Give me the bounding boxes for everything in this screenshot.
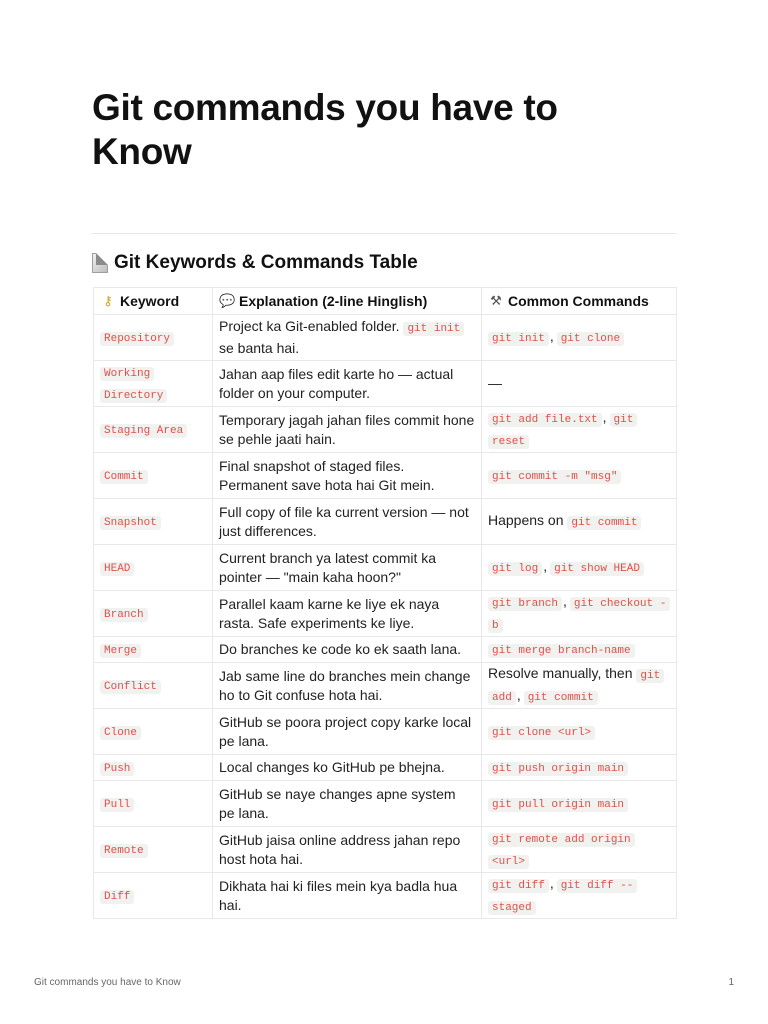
header-explanation-label: Explanation (2-line Hinglish): [239, 292, 428, 309]
commands-cell: [482, 873, 677, 919]
inline-code: git branch: [488, 597, 562, 611]
explanation-cell: [213, 591, 482, 637]
keyword-tag: Push: [100, 762, 134, 776]
explanation-cell: [213, 637, 482, 663]
commands-cell: [482, 709, 677, 755]
keyword-cell: [94, 407, 213, 453]
section-heading: [92, 250, 418, 276]
footer-page-number: 1: [728, 977, 734, 988]
header-commands: [482, 288, 677, 315]
commands-table: [93, 287, 677, 919]
inline-code: git diff: [488, 879, 549, 893]
keyword-cell: [94, 499, 213, 545]
keyword-tag: Repository: [100, 332, 174, 346]
table-row: [94, 545, 677, 591]
commands-cell: [482, 637, 677, 663]
inline-code: git reset: [488, 413, 637, 449]
table-row: [94, 453, 677, 499]
speech-bubble-icon: 💬: [219, 293, 236, 309]
keyword-cell: [94, 827, 213, 873]
inline-code: git diff --staged: [488, 879, 637, 915]
commands-cell: [482, 755, 677, 781]
commands-cell: [482, 407, 677, 453]
commands-text: ,: [549, 874, 554, 891]
inline-code: git init: [403, 322, 464, 336]
commands-text: ,: [543, 557, 548, 574]
commands-text: ,: [563, 592, 567, 609]
keyword-tag: HEAD: [100, 562, 134, 576]
keyword-cell: [94, 637, 213, 663]
explanation-cell: [213, 361, 482, 407]
table-row: [94, 873, 677, 919]
inline-code: git log: [488, 562, 542, 576]
keyword-cell: [94, 545, 213, 591]
explanation-cell: [213, 453, 482, 499]
header-keyword: [94, 288, 213, 315]
header-commands-label: Common Commands: [508, 292, 649, 309]
explanation-text: Dikhata hai ki files mein kya badla hua hai.: [219, 877, 458, 913]
keyword-cell: [94, 709, 213, 755]
key-icon: ⚷: [103, 293, 113, 309]
explanation-cell: [213, 781, 482, 827]
keyword-cell: [94, 663, 213, 709]
footer-document-title: Git commands you have to Know: [34, 977, 181, 988]
explanation-text: Local changes ko GitHub pe bhejna.: [219, 759, 445, 775]
keyword-cell: [94, 453, 213, 499]
inline-code: git clone <url>: [488, 726, 595, 740]
commands-cell: [482, 315, 677, 361]
keyword-tag: Remote: [100, 844, 148, 858]
inline-code: git merge branch-name: [488, 644, 635, 658]
commands-text: Resolve manually, then: [488, 664, 637, 681]
keyword-cell: [94, 591, 213, 637]
keyword-tag: Snapshot: [100, 516, 161, 530]
explanation-cell: [213, 755, 482, 781]
explanation-cell: [213, 545, 482, 591]
commands-cell: [482, 781, 677, 827]
commands-text: ,: [602, 408, 607, 425]
divider: [92, 233, 676, 234]
inline-code: git show HEAD: [550, 562, 644, 576]
commands-cell: [482, 361, 677, 407]
header-explanation: [213, 288, 482, 315]
table-row: [94, 827, 677, 873]
explanation-cell: [213, 709, 482, 755]
table-header-row: [94, 288, 677, 315]
table-row: [94, 755, 677, 781]
keyword-tag: Conflict: [100, 680, 161, 694]
commands-cell: [482, 453, 677, 499]
explanation-text: Project ka Git-enabled folder.: [219, 318, 404, 334]
table-row: [94, 407, 677, 453]
explanation-text: GitHub se naye changes apne system pe lana.: [219, 785, 456, 821]
inline-code: git add file.txt: [488, 413, 602, 427]
inline-code: git add: [488, 669, 664, 705]
explanation-cell: [213, 873, 482, 919]
keyword-cell: [94, 315, 213, 361]
page-title: Git commands you have to Know: [92, 87, 558, 172]
explanation-text: Parallel kaam karne ke liye ek naya rasta. Safe experiments ke liye.: [219, 595, 440, 631]
commands-cell: [482, 827, 677, 873]
explanation-text: se banta hai.: [219, 340, 300, 356]
explanation-text: GitHub jaisa online address jahan repo host hota hai.: [219, 831, 461, 867]
explanation-cell: [213, 499, 482, 545]
explanation-text: GitHub se poora project copy karke local pe lana.: [219, 713, 472, 749]
keyword-tag: Diff: [100, 890, 134, 904]
commands-cell: [482, 545, 677, 591]
keyword-tag: Clone: [100, 726, 141, 740]
explanation-cell: [213, 315, 482, 361]
inline-code: git checkout -b: [488, 597, 670, 633]
keyword-tag: Branch: [100, 608, 148, 622]
inline-code: git commit: [524, 691, 598, 705]
section-heading-text: Git Keywords & Commands Table: [114, 252, 418, 273]
table-row: [94, 591, 677, 637]
inline-code: git clone: [557, 332, 624, 346]
inline-code: git init: [488, 332, 549, 346]
keyword-cell: [94, 781, 213, 827]
keyword-tag: Merge: [100, 644, 141, 658]
commands-text: ,: [516, 686, 521, 703]
keyword-cell: [94, 361, 213, 407]
explanation-text: Jahan aap files edit karte ho — actual folder on your computer.: [219, 365, 454, 401]
inline-code: git push origin main: [488, 762, 628, 776]
keyword-tag: Commit: [100, 470, 148, 484]
inline-code: git commit -m "msg": [488, 470, 621, 484]
keyword-cell: [94, 755, 213, 781]
hammer-wrench-icon: ⚒: [490, 293, 502, 309]
keyword-tag: Pull: [100, 798, 134, 812]
keyword-tag: Staging Area: [100, 424, 187, 438]
table-row: [94, 663, 677, 709]
commands-text: —: [488, 375, 502, 391]
explanation-cell: [213, 663, 482, 709]
commands-cell: [482, 591, 677, 637]
table-row: [94, 637, 677, 663]
explanation-text: Full copy of file ka current version — not just differences.: [219, 503, 469, 539]
explanation-text: Temporary jagah jahan files commit hone se pehle jaati hain.: [219, 411, 475, 447]
keyword-tag: Working Directory: [100, 367, 167, 403]
explanation-text: Final snapshot of staged files. Permanent save hota hai Git mein.: [219, 457, 435, 493]
table-row: [94, 315, 677, 361]
inline-code: git pull origin main: [488, 798, 628, 812]
explanation-text: Current branch ya latest commit ka pointer — "main kaha hoon?": [219, 549, 437, 585]
table-row: [94, 499, 677, 545]
inline-code: git commit: [567, 516, 641, 530]
table-body: [94, 315, 677, 919]
commands-cell: [482, 663, 677, 709]
commands-text: ,: [549, 327, 554, 344]
inline-code: git remote add origin <url>: [488, 833, 635, 869]
explanation-cell: [213, 407, 482, 453]
explanation-text: Do branches ke code ko ek saath lana.: [219, 641, 462, 657]
table-row: [94, 709, 677, 755]
keyword-cell: [94, 873, 213, 919]
commands-cell: [482, 499, 677, 545]
explanation-cell: [213, 827, 482, 873]
table-row: [94, 781, 677, 827]
table-row: [94, 361, 677, 407]
document-icon: [92, 253, 108, 273]
header-keyword-label: Keyword: [120, 292, 180, 309]
explanation-text: Jab same line do branches mein change ho to Git confuse hota hai.: [219, 667, 471, 703]
commands-text: Happens on: [488, 511, 568, 528]
